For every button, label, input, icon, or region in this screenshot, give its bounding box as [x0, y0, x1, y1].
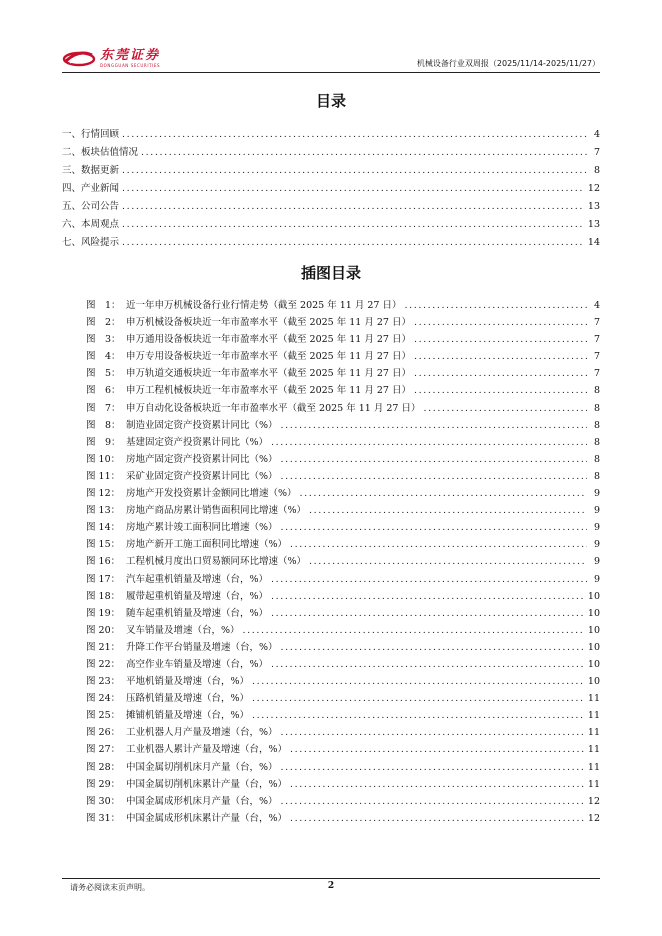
leader-dots	[281, 519, 587, 536]
figure-title: 近一年申万机械设备行业行情走势（截至 2025 年 11 月 27 日）	[126, 300, 402, 311]
page-header	[62, 46, 600, 72]
figure-title: 申万工程机械板块近一年市盈率水平（截至 2025 年 11 月 27 日）	[126, 385, 411, 397]
figure-number: 图 3：	[86, 334, 121, 346]
figure-title: 房地产新开工施工面积同比增速（%）	[126, 539, 288, 551]
toc-entry-label: 三、数据更新	[62, 165, 120, 176]
leader-dots	[290, 536, 587, 553]
toc-entry[interactable]	[62, 234, 600, 252]
figure-number: 图 14：	[86, 522, 121, 534]
figure-number: 图 29：	[86, 778, 121, 790]
figure-number: 图 24：	[86, 693, 121, 705]
figure-entry[interactable]	[86, 382, 600, 399]
figure-title: 基建固定资产投资累计同比（%）	[126, 436, 269, 448]
figure-title: 平地机销量及增速（台，%）	[126, 676, 250, 688]
figure-entry[interactable]	[86, 314, 600, 331]
figure-entry[interactable]	[86, 690, 600, 707]
leader-dots	[404, 297, 587, 314]
leader-dots	[290, 810, 585, 827]
leader-dots	[122, 198, 585, 216]
leader-dots	[252, 707, 585, 724]
toc-entry[interactable]	[62, 162, 600, 180]
figure-page: 9	[593, 539, 600, 551]
leader-dots	[414, 365, 587, 382]
figure-entry[interactable]	[86, 468, 600, 485]
figure-number: 图 8：	[86, 419, 121, 431]
figure-page: 12	[587, 795, 600, 807]
figure-page: 12	[587, 812, 600, 824]
figure-title: 申万通用设备板块近一年市盈率水平（截至 2025 年 11 月 27 日）	[126, 334, 411, 346]
figure-title: 房地产累计竣工面积同比增速（%）	[126, 522, 278, 534]
leader-dots	[414, 314, 587, 331]
page-number: 2	[327, 881, 335, 891]
header-divider	[62, 72, 600, 73]
figure-entry[interactable]	[86, 810, 600, 827]
figure-number: 图 27：	[86, 744, 121, 756]
figure-title: 工程机械月度出口贸易额同环比增速（%）	[126, 556, 307, 568]
leader-dots	[271, 434, 587, 451]
figure-number: 图 31：	[86, 812, 121, 824]
figure-number: 图 1：	[86, 300, 121, 311]
toc-entry-page: 4	[593, 129, 600, 140]
logo-english-name: DONGGUAN SECURITIES	[100, 62, 161, 68]
leader-dots	[122, 162, 587, 180]
toc-entry-label: 二、板块估值情况	[62, 147, 139, 158]
figure-number: 图 10：	[86, 453, 121, 465]
figure-entry[interactable]	[86, 588, 600, 605]
toc-entry[interactable]	[62, 216, 600, 234]
figure-title: 制造业固定资产投资累计同比（%）	[126, 419, 278, 431]
leader-dots	[281, 759, 585, 776]
figure-title: 汽车起重机销量及增速（台，%）	[126, 573, 269, 585]
figure-entry[interactable]	[86, 776, 600, 793]
figure-entry[interactable]	[86, 759, 600, 776]
figure-page: 10	[587, 590, 600, 602]
figure-title: 申万机械设备板块近一年市盈率水平（截至 2025 年 11 月 27 日）	[126, 317, 411, 329]
figure-number: 图 23：	[86, 676, 121, 688]
figure-entry[interactable]	[86, 793, 600, 810]
figure-title: 房地产商品房累计销售面积同比增速（%）	[126, 505, 307, 517]
figure-title: 中国金属成形机床月产量（台，%）	[126, 795, 278, 807]
figure-page: 8	[593, 385, 600, 397]
figure-page: 7	[593, 368, 600, 380]
figure-number: 图 2：	[86, 317, 121, 329]
figure-page: 8	[593, 419, 600, 431]
figure-page: 10	[587, 658, 600, 670]
disclaimer-note: 请务必阅读末页声明。	[70, 883, 150, 892]
leader-dots	[271, 588, 585, 605]
leader-dots	[414, 382, 587, 399]
figure-page: 10	[587, 607, 600, 619]
leader-dots	[122, 234, 585, 252]
leader-dots	[281, 468, 587, 485]
figure-entry[interactable]	[86, 400, 600, 417]
figure-title: 高空作业车销量及增速（台，%）	[126, 658, 269, 670]
figure-page: 10	[587, 641, 600, 653]
figure-entry[interactable]	[86, 434, 600, 451]
figure-title: 工业机器人累计产量及增速（台，%）	[126, 744, 288, 756]
figure-number: 图 4：	[86, 351, 121, 363]
figure-page: 10	[587, 624, 600, 636]
figure-page: 8	[593, 453, 600, 465]
toc-entry-page: 7	[593, 147, 600, 158]
figure-page: 4	[593, 300, 600, 311]
leader-dots	[252, 690, 585, 707]
figure-page: 7	[593, 334, 600, 346]
figure-page: 7	[593, 351, 600, 363]
toc-entry-page: 8	[593, 165, 600, 176]
figure-entry[interactable]	[86, 297, 600, 314]
figure-entry[interactable]	[86, 707, 600, 724]
figure-page: 9	[593, 488, 600, 500]
figure-title: 中国金属切削机床月产量（台，%）	[126, 761, 278, 773]
figure-title: 中国金属成形机床累计产量（台，%）	[126, 812, 288, 824]
figure-number: 图 9：	[86, 436, 121, 448]
figure-title: 房地产开发投资累计金额同比增速（%）	[126, 488, 297, 500]
figure-number: 图 30：	[86, 795, 121, 807]
toc-entry-page: 12	[587, 183, 600, 194]
leader-dots	[281, 639, 585, 656]
figure-page: 8	[593, 470, 600, 482]
leader-dots	[309, 502, 587, 519]
footer-divider	[62, 878, 600, 879]
figure-title: 随车起重机销量及增速（台，%）	[126, 607, 269, 619]
figure-entry[interactable]	[86, 365, 600, 382]
figure-title: 申万自动化设备板块近一年市盈率水平（截至 2025 年 11 月 27 日）	[126, 402, 421, 414]
logo-emblem-icon	[62, 48, 96, 68]
figure-title: 房地产固定资产投资累计同比（%）	[126, 453, 278, 465]
figure-page: 9	[593, 573, 600, 585]
figure-number: 图 6：	[86, 385, 121, 397]
company-logo	[62, 46, 160, 70]
figure-page: 11	[587, 710, 600, 722]
toc-entry-label: 五、公司公告	[62, 201, 120, 212]
figure-entry[interactable]	[86, 741, 600, 758]
figure-title: 压路机销量及增速（台，%）	[126, 693, 250, 705]
figure-entry[interactable]	[86, 536, 600, 553]
figure-number: 图 21：	[86, 641, 121, 653]
figure-entry[interactable]	[86, 348, 600, 365]
figure-entry[interactable]	[86, 553, 600, 570]
figure-entry[interactable]	[86, 485, 600, 502]
figure-title: 中国金属切削机床累计产量（台，%）	[126, 778, 288, 790]
figure-entry[interactable]	[86, 656, 600, 673]
figure-entry[interactable]	[86, 451, 600, 468]
leader-dots	[271, 571, 587, 588]
figure-number: 图 12：	[86, 488, 121, 500]
figure-number: 图 7：	[86, 402, 121, 414]
figure-entry[interactable]	[86, 673, 600, 690]
figure-page: 11	[587, 778, 600, 790]
figure-page: 7	[593, 317, 600, 329]
figure-page: 9	[593, 522, 600, 534]
figure-number: 图 22：	[86, 658, 121, 670]
leader-dots	[122, 126, 587, 144]
figure-entry[interactable]	[86, 519, 600, 536]
leader-dots	[281, 451, 587, 468]
figure-title: 叉车销量及增速（台，%）	[126, 624, 240, 636]
leader-dots	[122, 216, 585, 234]
toc-entry-label: 四、产业新闻	[62, 183, 120, 194]
figure-entry[interactable]	[86, 622, 600, 639]
figure-entry[interactable]	[86, 605, 600, 622]
toc-entry-label: 六、本周观点	[62, 219, 120, 230]
leader-dots	[281, 724, 585, 741]
figure-entry[interactable]	[86, 571, 600, 588]
toc-entry-label: 一、行情回顾	[62, 129, 120, 140]
figure-title: 升降工作平台销量及增速（台，%）	[126, 641, 278, 653]
toc-entry-page: 13	[587, 219, 600, 230]
toc-entry[interactable]	[62, 198, 600, 216]
figure-page: 8	[593, 436, 600, 448]
figure-number: 图 16：	[86, 556, 121, 568]
leader-dots	[414, 331, 587, 348]
toc-entry-page: 14	[587, 237, 600, 248]
figure-number: 图 11：	[86, 470, 121, 482]
leader-dots	[243, 622, 585, 639]
figure-number: 图 28：	[86, 761, 121, 773]
figure-page: 11	[587, 744, 600, 756]
leader-dots	[141, 144, 587, 162]
toc-list	[62, 126, 600, 252]
toc-entry-page: 13	[587, 201, 600, 212]
figure-number: 图 13：	[86, 505, 121, 517]
leader-dots	[252, 673, 585, 690]
figure-number: 图 19：	[86, 607, 121, 619]
figure-entry[interactable]	[86, 639, 600, 656]
leader-dots	[271, 605, 585, 622]
figure-title: 履带起重机销量及增速（台，%）	[126, 590, 269, 602]
figure-number: 图 17：	[86, 573, 121, 585]
figure-page: 9	[593, 556, 600, 568]
figure-page: 10	[587, 676, 600, 688]
figure-number: 图 25：	[86, 710, 121, 722]
toc-entry[interactable]	[62, 180, 600, 198]
figure-entry[interactable]	[86, 502, 600, 519]
leader-dots	[281, 793, 585, 810]
figure-list	[86, 297, 600, 827]
toc-entry[interactable]	[62, 126, 600, 144]
figure-number: 图 5：	[86, 368, 121, 380]
leader-dots	[122, 180, 585, 198]
report-title: 机械设备行业双周报（2025/11/14-2025/11/27）	[416, 59, 600, 68]
leader-dots	[271, 656, 585, 673]
figure-page: 8	[593, 402, 600, 414]
leader-dots	[281, 417, 587, 434]
figure-title: 采矿业固定资产投资累计同比（%）	[126, 470, 278, 482]
figure-number: 图 15：	[86, 539, 121, 551]
figure-title: 申万轨道交通板块近一年市盈率水平（截至 2025 年 11 月 27 日）	[126, 368, 411, 380]
toc-heading: 目录	[315, 92, 346, 110]
figure-title: 摊铺机销量及增速（台，%）	[126, 710, 250, 722]
figure-page: 9	[593, 505, 600, 517]
figure-entry[interactable]	[86, 724, 600, 741]
figure-number: 图 18：	[86, 590, 121, 602]
leader-dots	[309, 553, 587, 570]
figures-heading: 插图目录	[300, 264, 361, 282]
leader-dots	[300, 485, 587, 502]
figure-page: 11	[587, 693, 600, 705]
leader-dots	[423, 400, 587, 417]
figure-entry[interactable]	[86, 331, 600, 348]
figure-page: 11	[587, 761, 600, 773]
figure-number: 图 26：	[86, 727, 121, 739]
figure-title: 工业机器人月产量及增速（台，%）	[126, 727, 278, 739]
figure-page: 11	[587, 727, 600, 739]
leader-dots	[290, 776, 585, 793]
leader-dots	[290, 741, 585, 758]
toc-entry[interactable]	[62, 144, 600, 162]
figure-entry[interactable]	[86, 417, 600, 434]
leader-dots	[414, 348, 587, 365]
toc-entry-label: 七、风险提示	[62, 237, 120, 248]
logo-chinese-name: 东莞证券	[100, 47, 161, 63]
figure-number: 图 20：	[86, 624, 121, 636]
figure-title: 申万专用设备板块近一年市盈率水平（截至 2025 年 11 月 27 日）	[126, 351, 411, 363]
